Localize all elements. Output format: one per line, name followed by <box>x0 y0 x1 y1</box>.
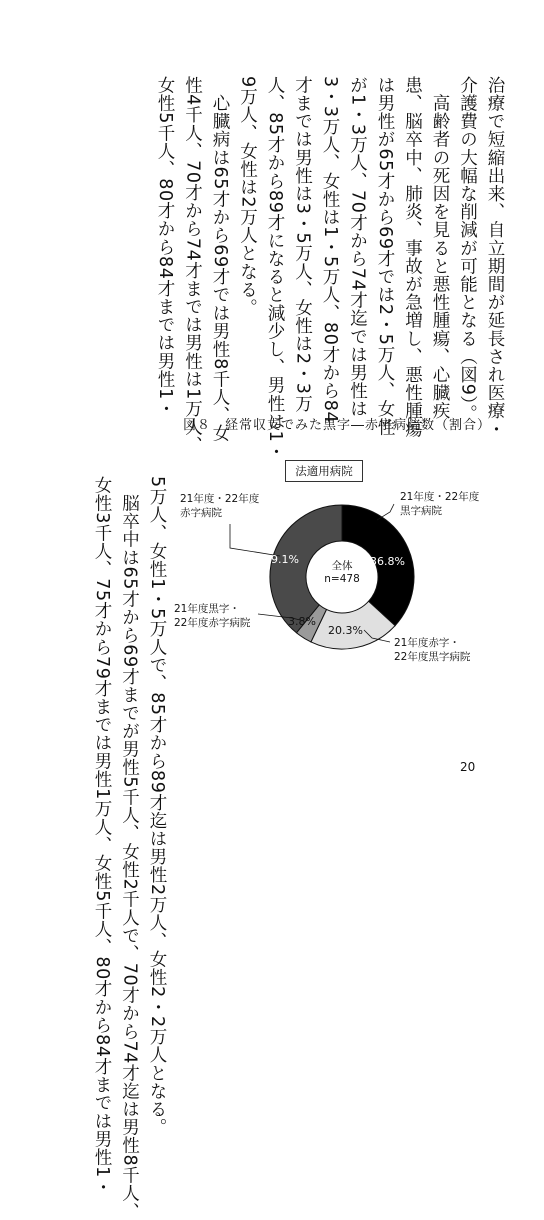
legend-line: 21年度黒字・ <box>174 603 240 615</box>
text-column: 高齢者の死因を見ると悪性腫瘍、心臓疾 <box>430 76 450 420</box>
slice-label-red-to-black: 20.3% <box>328 624 363 637</box>
figure-caption: 図８ 経常収支でみた黒字―赤字病院数（割合） <box>183 418 492 433</box>
donut-chart <box>172 452 512 692</box>
text-column: 女性5千人、80才から84才までは男性1・ <box>155 76 175 418</box>
text-column: 患、脳卒中、肺炎、事故が急増し、悪性腫瘍 <box>402 76 423 438</box>
text-column: 心臓病は65才から69才では男性8千人、女 <box>210 76 230 443</box>
body-text-lower <box>70 476 170 1220</box>
slice-label-black-surplus: 36.8% <box>370 555 405 568</box>
legend-line: 赤字病院 <box>180 507 222 519</box>
leader-line-deficit <box>230 524 280 556</box>
legend-line: 21年度・22年度 <box>180 493 260 505</box>
text-column: 治療で短縮出来、自立期間が延長され医療・ <box>485 76 505 438</box>
text-column: 性4千人、70才から74才までは男性は1万人、 <box>182 76 203 455</box>
text-column: 脳卒中は65才から69才までが男性5千人、女性2千人で、70才から74才迄は男性8千人、 <box>119 476 140 1220</box>
chart-center-label <box>312 560 372 586</box>
text-column: が1・3万人、70才から74才迄では男性は <box>347 76 368 418</box>
legend-label-red-to-black <box>394 636 470 664</box>
legend-label-deficit <box>180 492 259 520</box>
legend-label-black-surplus <box>400 490 479 518</box>
slice-label-deficit: 39.1% <box>264 553 299 566</box>
text-column: は男性が65才から69才では2・5万人、女性 <box>375 76 395 437</box>
text-column: 人、85才から89才になると減少し、男性は1・ <box>265 76 285 461</box>
center-label-line1: 全体 <box>331 560 353 572</box>
text-column: 女性3千人、75才から79才までは男性1万人、女性5千人、80才から84才までは男性1・ <box>92 476 112 1197</box>
slice-label-black-to-red: 3.8% <box>288 615 316 628</box>
page-number: 20 <box>460 760 476 774</box>
legend-line: 22年度黒字病院 <box>394 651 471 663</box>
center-label-line2: n=478 <box>324 573 360 585</box>
text-column: 3・3万人、女性は1・5万人、80才から84 <box>320 76 340 424</box>
legend-line: 21年度赤字・ <box>394 637 460 649</box>
text-column: 9万人、女性は2万人となる。 <box>237 76 258 317</box>
chart-title: 法適用病院 <box>285 460 363 482</box>
legend-line: 22年度赤字病院 <box>174 617 251 629</box>
text-column: 介護費の大幅な削減が可能となる（図9）。 <box>457 76 478 423</box>
text-column: 5万人、女性1・5万人で、85才から89才迄は男性2万人、女性2・2万人となる。 <box>147 476 167 1137</box>
legend-line: 21年度・22年度 <box>400 491 480 503</box>
text-column: 才までは男性は3・5万人、女性は2・3万 <box>292 76 313 413</box>
legend-label-black-to-red <box>174 602 250 630</box>
legend-line: 黒字病院 <box>400 505 442 517</box>
